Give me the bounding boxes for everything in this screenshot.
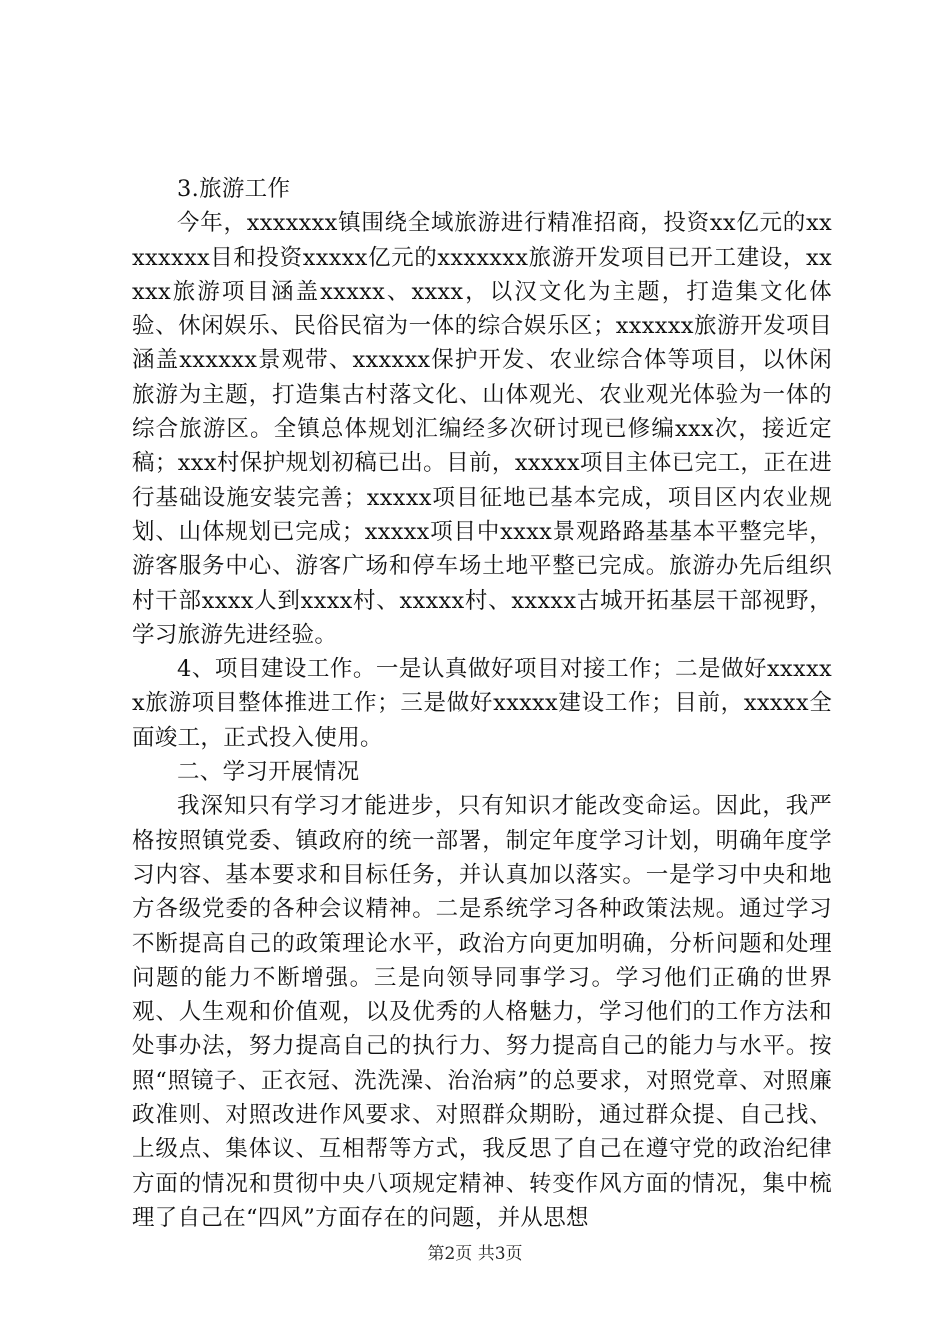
- document-body: [132, 172, 832, 1235]
- section-heading-tourism: 3.旅游工作: [177, 176, 291, 202]
- paragraph-tourism-work: 今年，xxxxxxx镇围绕全域旅游进行精准招商，投资xx亿元的xxxxxxxx目和投资xxxxx亿元的xxxxxxx旅游开发项目已开工建设，xxxxx旅游项目涵盖xxxxx、xxxx，以汉文化为主题，打造集文化体验、休闲娱乐、民俗民宿为一体的综合娱乐区；xxxxxx旅游开发项目涵盖xxxxxx景观带、xxxxxx保护开发、农业综合体等项目，以休闲旅游为主题，打造集古村落文化、山体观光、农业观光体验为一体的综合旅游区。全镇总体规划汇编经多次研讨现已修编xxx次，接近定稿；xxx村保护规划初稿已出。目前，xxxxx项目主体已完工，正在进行基础设施安装完善；xxxxx项目征地已基本完成，项目区内农业规划、山体规划已完成；xxxxx项目中xxxx景观路路基基本平整完毕，游客服务中心、游客广场和停车场土地平整已完成。旅游办先后组织村干部xxxx人到xxxx村、xxxxx村、xxxxx古城开拓基层干部视野，学习旅游先进经验。: [132, 210, 832, 648]
- page-number-footer: 第2页 共3页: [427, 1244, 523, 1264]
- paragraph-study-situation: 我深知只有学习才能进步，只有知识才能改变命运。因此，我严格按照镇党委、镇政府的统一部署，制定年度学习计划，明确年度学习内容、基本要求和目标任务，并认真加以落实。一是学习中央和地方各级党委的各种会议精神。二是系统学习各种政策法规。通过学习不断提高自己的政策理论水平，政治方向更加明确，分析问题和处理问题的能力不断增强。三是向领导同事学习。学习他们正确的世界观、人生观和价值观，以及优秀的人格魅力，学习他们的工作方法和处事办法，努力提高自己的执行力、努力提高自己的能力与水平。按照“照镜子、正衣冠、洗洗澡、治治病”的总要求，对照党章、对照廉政准则、对照改进作风要求、对照群众期盼，通过群众提、自己找、上级点、集体议、互相帮等方式，我反思了自己在遵守党的政治纪律方面的情况和贯彻中央八项规定精神、转变作风方面的情况，集中梳理了自己在“四风”方面存在的问题，并从思想: [132, 793, 832, 1231]
- paragraph-project-construction: 4、项目建设工作。一是认真做好项目对接工作；二是做好xxxxxx旅游项目整体推进工作；三是做好xxxxx建设工作；目前，xxxxx全面竣工，正式投入使用。: [132, 656, 832, 751]
- section-heading-study: 二、学习开展情况: [177, 759, 360, 786]
